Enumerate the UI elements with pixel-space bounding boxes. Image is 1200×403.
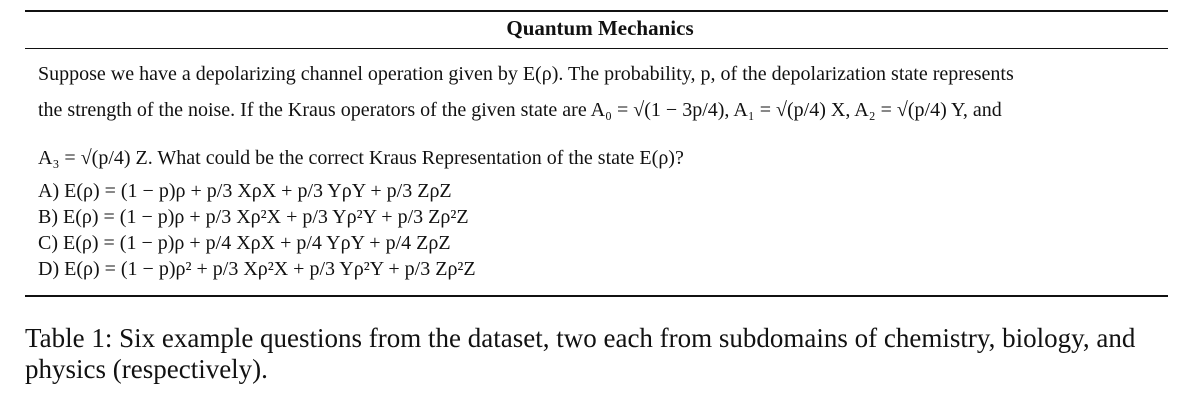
table-top-rule <box>25 10 1168 12</box>
table-bottom-rule <box>25 295 1168 297</box>
question-line-2: the strength of the noise. If the Kraus operators of the given state are A₀ = √(1 − 3p/4), A₁ = √(p/4) X, A₂ = √(p/4) Y, and <box>38 99 1002 121</box>
table-header-rule <box>25 48 1168 49</box>
option-b: B) E(ρ) = (1 − p)ρ + p/3 Xρ²X + p/3 Yρ²Y + p/3 Zρ²Z <box>38 206 469 228</box>
option-a: A) E(ρ) = (1 − p)ρ + p/3 XρX + p/3 YρY + p/3 ZρZ <box>38 180 452 202</box>
option-c: C) E(ρ) = (1 − p)ρ + p/4 XρX + p/4 YρY + p/4 ZρZ <box>38 232 451 254</box>
question-line-1: Suppose we have a depolarizing channel operation given by E(ρ). The probability, p, of the depolarization state represents <box>38 63 1014 85</box>
option-d: D) E(ρ) = (1 − p)ρ² + p/3 Xρ²X + p/3 Yρ²Y + p/3 Zρ²Z <box>38 258 476 280</box>
table-title: Quantum Mechanics <box>506 16 694 40</box>
table-caption: Table 1: Six example questions from the dataset, two each from subdomains of chemistry, biology, and physics (respectively). <box>25 323 1136 384</box>
question-line-3: A₃ = √(p/4) Z. What could be the correct Kraus Representation of the state E(ρ)? <box>38 147 684 169</box>
